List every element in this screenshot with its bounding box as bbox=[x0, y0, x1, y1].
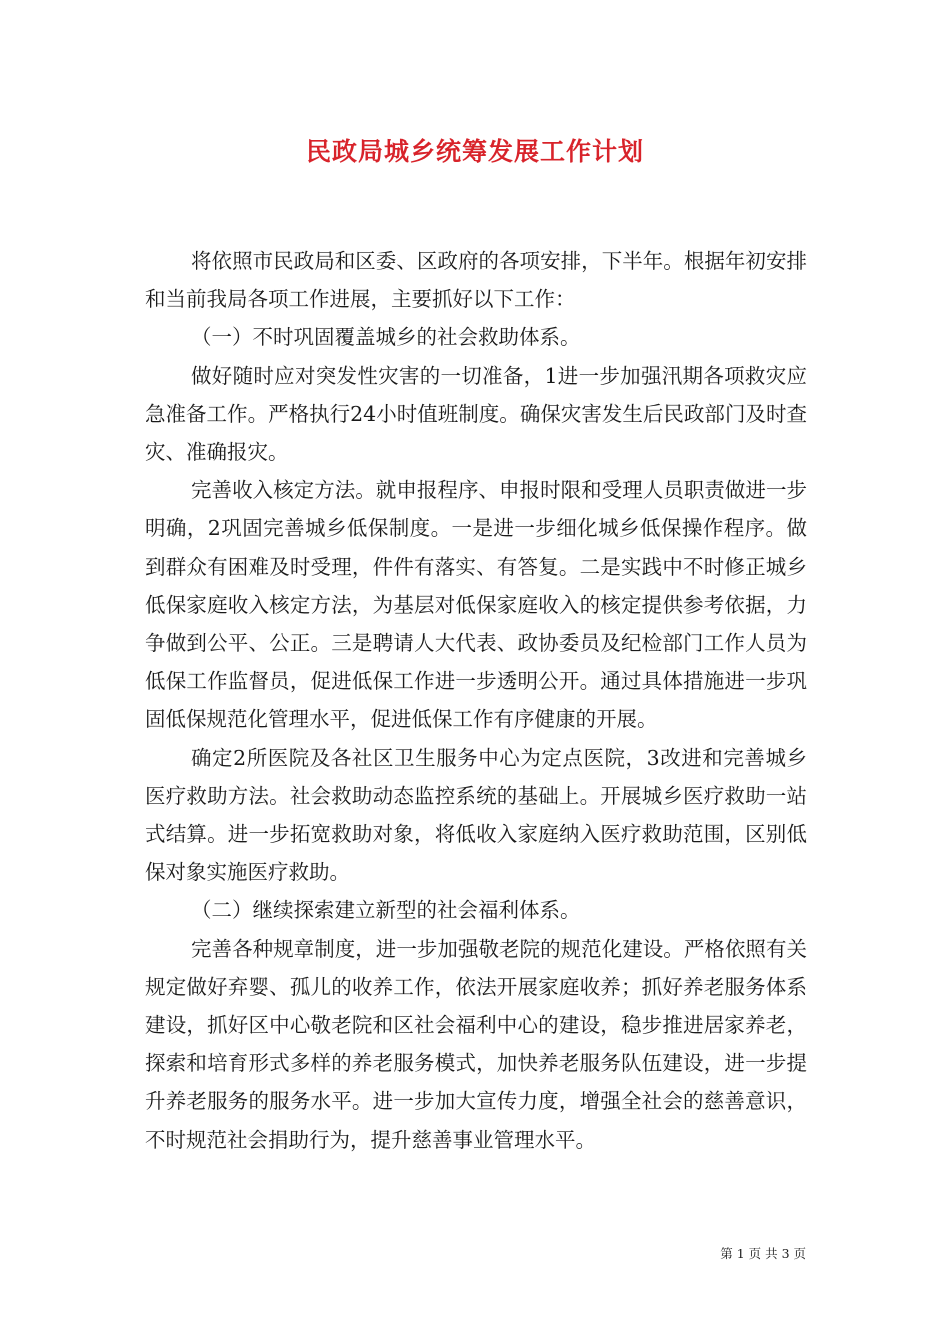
paragraph-social-welfare: 完善各种规章制度，进一步加强敬老院的规范化建设。严格依照有关规定做好弃婴、孤儿的收养工作，依法开展家庭收养；抓好养老服务体系建设，抓好区中心敬老院和区社会福利中心的建设，稳步推进居家养老，探索和培育形式多样的养老服务模式，加快养老服务队伍建设，进一步提升养老服务的服务水平。进一步加大宣传力度，增强全社会的慈善意识，不时规范社会捐助行为，提升慈善事业管理水平。 bbox=[145, 936, 807, 1152]
section-heading-2: （二）继续探索建立新型的社会福利体系。 bbox=[191, 898, 581, 923]
paragraph-intro: 将依照市民政局和区委、区政府的各项安排，下半年。根据年初安排和当前我局各项工作进展，主要抓好以下工作： bbox=[145, 249, 807, 312]
paragraph-minimum-living: 完善收入核定方法。就申报程序、申报时限和受理人员职责做进一步明确，2巩固完善城乡低保制度。一是进一步细化城乡低保操作程序。做到群众有困难及时受理，件件有落实、有答复。二是实践中不时修正城乡低保家庭收入核定方法，为基层对低保家庭收入的核定提供参考依据，力争做到公平、公正。三是聘请人大代表、政协委员及纪检部门工作人员为低保工作监督员，促进低保工作进一步透明公开。通过具体措施进一步巩固低保规范化管理水平，促进低保工作有序健康的开展。 bbox=[145, 478, 807, 732]
page-number: 第 1 页 共 3 页 bbox=[720, 1246, 806, 1261]
paragraph-medical-aid: 确定2所医院及各社区卫生服务中心为定点医院，3改进和完善城乡医疗救助方法。社会救助动态监控系统的基础上。开展城乡医疗救助一站式结算。进一步拓宽救助对象，将低收入家庭纳入医疗救助范围，区别低保对象实施医疗救助。 bbox=[145, 745, 807, 885]
paragraph-disaster-relief: 做好随时应对突发性灾害的一切准备，1进一步加强汛期各项救灾应急准备工作。严格执行24小时值班制度。确保灾害发生后民政部门及时查灾、准确报灾。 bbox=[145, 363, 807, 465]
document-body bbox=[145, 242, 807, 1159]
document-title: 民政局城乡统筹发展工作计划 bbox=[305, 137, 644, 166]
section-heading-1: （一）不时巩固覆盖城乡的社会救助体系。 bbox=[191, 325, 581, 350]
